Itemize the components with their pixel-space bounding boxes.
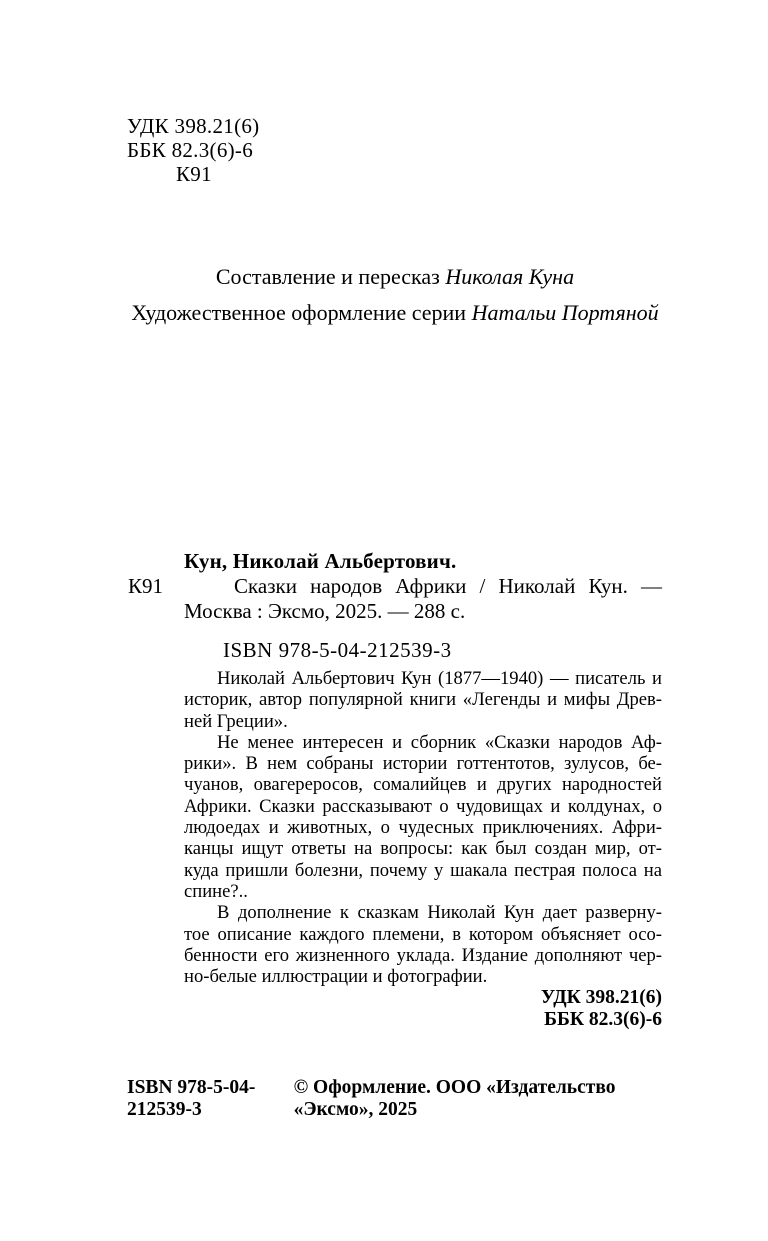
author-code: К91 — [176, 162, 212, 186]
annotation-line: историк, автор популярной книги «Легенды и мифы Древ- — [184, 689, 662, 711]
compilation-credit — [127, 264, 663, 289]
annotation-line: Не менее интересен и сборник «Сказки народов Аф- — [217, 731, 662, 753]
bbk-code: ББК 82.3(6)-6 — [127, 138, 254, 162]
footer-copyright: © Оформление. ООО «Издательство «Эксмо», 2025 — [293, 1077, 616, 1120]
design-credit-prefix: Художественное оформление серии — [131, 300, 472, 325]
annotation-line: канцы ищут ответы на вопросы: как был создан мир, от- — [184, 838, 662, 860]
bottom-udk-code: УДК 398.21(6) — [540, 987, 662, 1008]
compilation-credit-name: Николая Куна — [445, 264, 575, 289]
catalog-title-text: Сказки народов Африки / Николай Кун. — — [234, 574, 662, 598]
annotation-line: людоедах и животных, о чудесных приключениях. Афри- — [184, 817, 662, 839]
isbn-mid: ISBN 978-5-04-212539-3 — [223, 638, 452, 662]
udk-code: УДК 398.21(6) — [127, 114, 260, 138]
catalog-author-heading: Кун, Николай Альбертович. — [184, 549, 457, 573]
annotation-line: спине?.. — [184, 880, 248, 902]
bottom-bbk-code: ББК 82.3(6)-6 — [544, 1008, 662, 1030]
annotation-line: бенности его жизненного уклада. Издание дополняют чер- — [184, 944, 662, 966]
annotation-line: рики». В нем собраны истории готтентотов, зулусов, бе- — [184, 753, 662, 775]
annotation-line: куда пришли болезни, почему у шакала пестрая полоса на — [184, 859, 662, 881]
catalog-card-block — [128, 549, 662, 624]
footer-isbn: ISBN 978-5-04-212539-3 — [127, 1077, 256, 1120]
top-codes-block — [127, 114, 259, 186]
annotation-line: чуанов, овагереросов, сомалийцев и других народностей — [184, 774, 662, 796]
annotation-line: но-белые иллюстрации и фотографии. — [184, 966, 488, 988]
annotation-block — [184, 668, 662, 987]
annotation-line: тое описание каждого племени, в котором объясняет осо- — [184, 923, 662, 945]
annotation-line: Африки. Сказки рассказывают о чудовищах и колдунах, о — [184, 795, 662, 817]
annotation-line: В дополнение к сказкам Николай Кун дает разверну- — [217, 902, 662, 924]
bottom-codes-block — [184, 987, 662, 1030]
catalog-title-line — [128, 574, 662, 599]
credits-block — [127, 264, 663, 325]
design-credit-name: Натальи Портяной — [471, 300, 659, 325]
annotation-line: Николай Альбертович Кун (1877—1940) — писатель и — [217, 668, 662, 689]
catalog-imprint-line: Москва : Эксмо, 2025. — 288 с. — [184, 599, 466, 623]
catalog-margin-code: К91 — [128, 574, 164, 598]
annotation-line: ней Греции». — [184, 710, 288, 732]
footer-line — [127, 1077, 663, 1121]
design-credit — [127, 300, 663, 325]
compilation-credit-prefix: Составление и пересказ — [215, 264, 446, 289]
